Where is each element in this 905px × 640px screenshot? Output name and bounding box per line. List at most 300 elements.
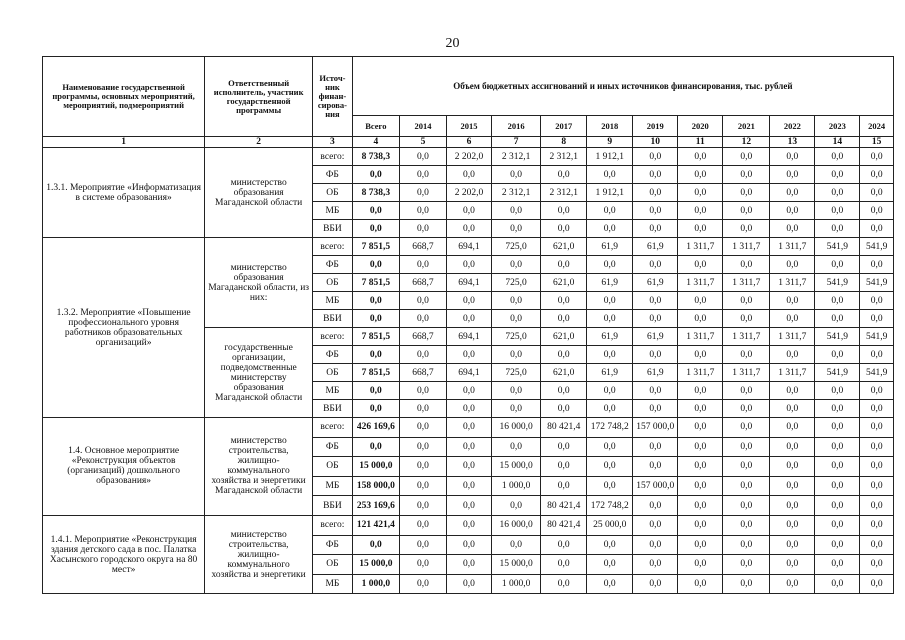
amount-year-2018: 61,9 bbox=[587, 364, 633, 382]
amount-year-2015: 0,0 bbox=[446, 346, 491, 364]
amount-year-2024: 0,0 bbox=[860, 184, 894, 202]
amount-year-2023: 541,9 bbox=[815, 274, 860, 292]
amount-year-2019: 0,0 bbox=[633, 256, 678, 274]
amount-year-2018: 0,0 bbox=[587, 166, 633, 184]
amount-year-2017: 0,0 bbox=[541, 382, 587, 400]
amount-year-2017: 0,0 bbox=[541, 476, 587, 496]
amount-year-2019: 61,9 bbox=[633, 328, 678, 346]
amount-year-2017: 0,0 bbox=[541, 346, 587, 364]
column-index: 6 bbox=[446, 137, 491, 148]
amount-year-2021: 1 311,7 bbox=[723, 328, 770, 346]
funding-source: ОБ bbox=[313, 457, 353, 477]
amount-year-2015: 2 202,0 bbox=[446, 184, 491, 202]
amount-year-2022: 0,0 bbox=[770, 515, 815, 535]
amount-year-2014: 0,0 bbox=[399, 555, 446, 575]
funding-source: ОБ bbox=[313, 184, 353, 202]
amount-year-2021: 0,0 bbox=[723, 310, 770, 328]
amount-year-2017: 0,0 bbox=[541, 220, 587, 238]
amount-year-2015: 0,0 bbox=[446, 496, 491, 516]
amount-year-2019: 61,9 bbox=[633, 274, 678, 292]
header-year-2021: 2021 bbox=[723, 116, 770, 137]
amount-year-2019: 157 000,0 bbox=[633, 476, 678, 496]
amount-year-2022: 0,0 bbox=[770, 476, 815, 496]
amount-year-2024: 0,0 bbox=[860, 535, 894, 555]
amount-year-2023: 0,0 bbox=[815, 310, 860, 328]
amount-year-2016: 0,0 bbox=[491, 220, 540, 238]
amount-total: 0,0 bbox=[352, 220, 399, 238]
funding-source: всего: bbox=[313, 148, 353, 166]
amount-year-2018: 61,9 bbox=[587, 328, 633, 346]
amount-year-2018: 0,0 bbox=[587, 220, 633, 238]
amount-year-2022: 0,0 bbox=[770, 382, 815, 400]
amount-year-2016: 0,0 bbox=[491, 400, 540, 418]
amount-total: 1 000,0 bbox=[352, 574, 399, 594]
amount-year-2020: 0,0 bbox=[678, 220, 723, 238]
measure-name: 1.4.1. Мероприятие «Реконструкция здания детского сада в пос. Палатка Хасынского городского округа на 80 мест» bbox=[43, 515, 205, 593]
amount-year-2017: 0,0 bbox=[541, 574, 587, 594]
amount-year-2014: 0,0 bbox=[399, 166, 446, 184]
amount-year-2020: 0,0 bbox=[678, 184, 723, 202]
amount-year-2020: 0,0 bbox=[678, 437, 723, 457]
amount-year-2018: 61,9 bbox=[587, 238, 633, 256]
column-index: 3 bbox=[313, 137, 353, 148]
amount-year-2014: 0,0 bbox=[399, 220, 446, 238]
responsible-executor: министерство образования Магаданской области bbox=[205, 148, 313, 238]
amount-year-2024: 541,9 bbox=[860, 238, 894, 256]
amount-year-2015: 0,0 bbox=[446, 437, 491, 457]
amount-year-2017: 2 312,1 bbox=[541, 148, 587, 166]
amount-total: 7 851,5 bbox=[352, 274, 399, 292]
page-number: 20 bbox=[445, 36, 460, 51]
amount-year-2024: 0,0 bbox=[860, 418, 894, 438]
amount-year-2021: 0,0 bbox=[723, 346, 770, 364]
amount-year-2018: 172 748,2 bbox=[587, 496, 633, 516]
amount-year-2016: 15 000,0 bbox=[491, 555, 540, 575]
amount-year-2021: 0,0 bbox=[723, 496, 770, 516]
amount-total: 8 738,3 bbox=[352, 148, 399, 166]
amount-year-2024: 0,0 bbox=[860, 574, 894, 594]
funding-source: ФБ bbox=[313, 437, 353, 457]
amount-year-2022: 1 311,7 bbox=[770, 274, 815, 292]
amount-total: 0,0 bbox=[352, 310, 399, 328]
amount-year-2017: 0,0 bbox=[541, 310, 587, 328]
amount-year-2016: 16 000,0 bbox=[491, 515, 540, 535]
amount-year-2018: 0,0 bbox=[587, 457, 633, 477]
amount-year-2015: 0,0 bbox=[446, 220, 491, 238]
amount-year-2020: 0,0 bbox=[678, 457, 723, 477]
amount-year-2014: 0,0 bbox=[399, 400, 446, 418]
amount-year-2018: 1 912,1 bbox=[587, 184, 633, 202]
amount-year-2018: 0,0 bbox=[587, 310, 633, 328]
amount-year-2014: 668,7 bbox=[399, 328, 446, 346]
amount-year-2023: 541,9 bbox=[815, 328, 860, 346]
amount-year-2018: 0,0 bbox=[587, 555, 633, 575]
amount-year-2021: 0,0 bbox=[723, 555, 770, 575]
funding-source: ОБ bbox=[313, 364, 353, 382]
amount-year-2022: 0,0 bbox=[770, 202, 815, 220]
funding-source: МБ bbox=[313, 202, 353, 220]
amount-year-2022: 0,0 bbox=[770, 184, 815, 202]
amount-year-2020: 0,0 bbox=[678, 256, 723, 274]
amount-year-2015: 694,1 bbox=[446, 364, 491, 382]
funding-source: ОБ bbox=[313, 274, 353, 292]
funding-source: МБ bbox=[313, 292, 353, 310]
amount-total: 0,0 bbox=[352, 437, 399, 457]
amount-year-2023: 0,0 bbox=[815, 496, 860, 516]
amount-year-2021: 0,0 bbox=[723, 184, 770, 202]
amount-year-2020: 0,0 bbox=[678, 346, 723, 364]
amount-year-2021: 0,0 bbox=[723, 535, 770, 555]
amount-year-2022: 0,0 bbox=[770, 574, 815, 594]
amount-total: 0,0 bbox=[352, 382, 399, 400]
amount-year-2015: 0,0 bbox=[446, 202, 491, 220]
amount-year-2016: 1 000,0 bbox=[491, 574, 540, 594]
header-source-col: Источ-ник финан-сирова-ния bbox=[313, 57, 353, 137]
table-row bbox=[43, 515, 894, 535]
amount-year-2024: 0,0 bbox=[860, 437, 894, 457]
funding-source: ВБИ bbox=[313, 220, 353, 238]
amount-year-2023: 0,0 bbox=[815, 184, 860, 202]
amount-year-2016: 0,0 bbox=[491, 346, 540, 364]
amount-year-2014: 0,0 bbox=[399, 515, 446, 535]
column-index: 11 bbox=[678, 137, 723, 148]
measure-name: 1.3.1. Мероприятие «Информатизация в системе образования» bbox=[43, 148, 205, 238]
column-index: 4 bbox=[352, 137, 399, 148]
amount-year-2017: 0,0 bbox=[541, 202, 587, 220]
amount-year-2023: 0,0 bbox=[815, 555, 860, 575]
amount-year-2022: 0,0 bbox=[770, 166, 815, 184]
column-index: 15 bbox=[860, 137, 894, 148]
amount-year-2023: 0,0 bbox=[815, 418, 860, 438]
amount-year-2023: 0,0 bbox=[815, 476, 860, 496]
amount-year-2021: 0,0 bbox=[723, 418, 770, 438]
header-year-2017: 2017 bbox=[541, 116, 587, 137]
amount-year-2019: 61,9 bbox=[633, 364, 678, 382]
amount-year-2015: 694,1 bbox=[446, 238, 491, 256]
amount-year-2021: 0,0 bbox=[723, 202, 770, 220]
amount-year-2015: 0,0 bbox=[446, 515, 491, 535]
amount-year-2014: 0,0 bbox=[399, 346, 446, 364]
funding-source: МБ bbox=[313, 382, 353, 400]
amount-year-2023: 0,0 bbox=[815, 166, 860, 184]
table-row bbox=[43, 418, 894, 438]
funding-source: ВБИ bbox=[313, 310, 353, 328]
amount-year-2023: 0,0 bbox=[815, 574, 860, 594]
column-index: 13 bbox=[770, 137, 815, 148]
funding-source: ВБИ bbox=[313, 496, 353, 516]
amount-year-2020: 0,0 bbox=[678, 555, 723, 575]
amount-year-2022: 0,0 bbox=[770, 535, 815, 555]
amount-year-2017: 80 421,4 bbox=[541, 515, 587, 535]
amount-year-2024: 0,0 bbox=[860, 400, 894, 418]
header-year-2019: 2019 bbox=[633, 116, 678, 137]
amount-year-2017: 0,0 bbox=[541, 437, 587, 457]
amount-year-2023: 0,0 bbox=[815, 148, 860, 166]
column-index: 5 bbox=[399, 137, 446, 148]
header-year-2024: 2024 bbox=[860, 116, 894, 137]
amount-total: 0,0 bbox=[352, 346, 399, 364]
amount-total: 0,0 bbox=[352, 256, 399, 274]
amount-year-2024: 541,9 bbox=[860, 328, 894, 346]
amount-total: 15 000,0 bbox=[352, 555, 399, 575]
amount-year-2017: 0,0 bbox=[541, 166, 587, 184]
budget-table bbox=[42, 56, 894, 594]
amount-year-2014: 0,0 bbox=[399, 382, 446, 400]
amount-year-2023: 0,0 bbox=[815, 256, 860, 274]
amount-year-2019: 0,0 bbox=[633, 346, 678, 364]
amount-year-2023: 0,0 bbox=[815, 382, 860, 400]
amount-year-2017: 621,0 bbox=[541, 364, 587, 382]
amount-year-2023: 0,0 bbox=[815, 457, 860, 477]
amount-year-2016: 0,0 bbox=[491, 535, 540, 555]
amount-year-2014: 668,7 bbox=[399, 364, 446, 382]
funding-source: ФБ bbox=[313, 535, 353, 555]
column-index: 1 bbox=[43, 137, 205, 148]
amount-year-2018: 0,0 bbox=[587, 292, 633, 310]
amount-year-2024: 541,9 bbox=[860, 364, 894, 382]
amount-year-2020: 1 311,7 bbox=[678, 238, 723, 256]
responsible-executor: государственные организации, подведомственные министерству образования Магаданской области bbox=[205, 328, 313, 418]
amount-year-2024: 0,0 bbox=[860, 457, 894, 477]
amount-year-2017: 80 421,4 bbox=[541, 418, 587, 438]
amount-total: 0,0 bbox=[352, 400, 399, 418]
amount-year-2024: 0,0 bbox=[860, 310, 894, 328]
amount-year-2024: 541,9 bbox=[860, 274, 894, 292]
amount-year-2018: 1 912,1 bbox=[587, 148, 633, 166]
amount-year-2021: 0,0 bbox=[723, 574, 770, 594]
amount-year-2022: 0,0 bbox=[770, 496, 815, 516]
amount-year-2014: 0,0 bbox=[399, 256, 446, 274]
amount-year-2020: 0,0 bbox=[678, 476, 723, 496]
amount-year-2017: 0,0 bbox=[541, 457, 587, 477]
amount-year-2015: 0,0 bbox=[446, 418, 491, 438]
amount-year-2014: 0,0 bbox=[399, 476, 446, 496]
amount-year-2019: 0,0 bbox=[633, 292, 678, 310]
header-year-2023: 2023 bbox=[815, 116, 860, 137]
amount-year-2022: 0,0 bbox=[770, 292, 815, 310]
column-index: 14 bbox=[815, 137, 860, 148]
amount-year-2021: 0,0 bbox=[723, 166, 770, 184]
amount-year-2022: 0,0 bbox=[770, 220, 815, 238]
amount-year-2018: 0,0 bbox=[587, 437, 633, 457]
amount-year-2019: 0,0 bbox=[633, 166, 678, 184]
responsible-executor: министерство строительства, жилищно-коммунального хозяйства и энергетики bbox=[205, 515, 313, 593]
amount-year-2019: 0,0 bbox=[633, 555, 678, 575]
header-year-2016: 2016 bbox=[491, 116, 540, 137]
amount-year-2018: 0,0 bbox=[587, 346, 633, 364]
amount-year-2020: 0,0 bbox=[678, 166, 723, 184]
amount-year-2023: 0,0 bbox=[815, 202, 860, 220]
amount-year-2015: 2 202,0 bbox=[446, 148, 491, 166]
amount-total: 7 851,5 bbox=[352, 364, 399, 382]
amount-year-2019: 0,0 bbox=[633, 382, 678, 400]
funding-source: всего: bbox=[313, 418, 353, 438]
amount-year-2016: 725,0 bbox=[491, 274, 540, 292]
amount-year-2016: 0,0 bbox=[491, 166, 540, 184]
amount-year-2020: 0,0 bbox=[678, 496, 723, 516]
amount-year-2019: 0,0 bbox=[633, 457, 678, 477]
amount-total: 8 738,3 bbox=[352, 184, 399, 202]
funding-source: ФБ bbox=[313, 166, 353, 184]
header-name-col: Наименование государственной программы, основных мероприятий, мероприятий, подмероприятий bbox=[43, 57, 205, 137]
amount-year-2020: 0,0 bbox=[678, 418, 723, 438]
amount-year-2018: 25 000,0 bbox=[587, 515, 633, 535]
amount-year-2014: 0,0 bbox=[399, 292, 446, 310]
funding-source: всего: bbox=[313, 328, 353, 346]
amount-year-2017: 0,0 bbox=[541, 555, 587, 575]
amount-year-2020: 1 311,7 bbox=[678, 328, 723, 346]
amount-year-2015: 0,0 bbox=[446, 457, 491, 477]
amount-year-2020: 0,0 bbox=[678, 574, 723, 594]
amount-year-2021: 0,0 bbox=[723, 437, 770, 457]
amount-year-2020: 1 311,7 bbox=[678, 274, 723, 292]
amount-year-2014: 668,7 bbox=[399, 274, 446, 292]
amount-year-2019: 0,0 bbox=[633, 515, 678, 535]
amount-year-2022: 0,0 bbox=[770, 418, 815, 438]
funding-source: ОБ bbox=[313, 555, 353, 575]
amount-total: 0,0 bbox=[352, 166, 399, 184]
amount-total: 158 000,0 bbox=[352, 476, 399, 496]
amount-year-2016: 0,0 bbox=[491, 256, 540, 274]
amount-year-2018: 0,0 bbox=[587, 535, 633, 555]
amount-year-2021: 0,0 bbox=[723, 457, 770, 477]
amount-year-2024: 0,0 bbox=[860, 148, 894, 166]
amount-year-2016: 16 000,0 bbox=[491, 418, 540, 438]
amount-total: 15 000,0 bbox=[352, 457, 399, 477]
amount-year-2020: 0,0 bbox=[678, 202, 723, 220]
header-responsible-col: Ответственный исполнитель, участник государственной программы bbox=[205, 57, 313, 137]
amount-year-2015: 0,0 bbox=[446, 292, 491, 310]
amount-year-2020: 0,0 bbox=[678, 535, 723, 555]
amount-year-2014: 0,0 bbox=[399, 535, 446, 555]
amount-year-2019: 0,0 bbox=[633, 535, 678, 555]
amount-year-2014: 0,0 bbox=[399, 202, 446, 220]
amount-year-2018: 0,0 bbox=[587, 574, 633, 594]
measure-name: 1.3.2. Мероприятие «Повышение профессионального уровня работников образовательных организаций» bbox=[43, 238, 205, 418]
amount-year-2020: 1 311,7 bbox=[678, 364, 723, 382]
amount-year-2023: 0,0 bbox=[815, 437, 860, 457]
amount-year-2022: 0,0 bbox=[770, 310, 815, 328]
amount-year-2017: 0,0 bbox=[541, 535, 587, 555]
amount-year-2024: 0,0 bbox=[860, 220, 894, 238]
amount-year-2017: 621,0 bbox=[541, 238, 587, 256]
amount-year-2024: 0,0 bbox=[860, 496, 894, 516]
amount-year-2018: 61,9 bbox=[587, 274, 633, 292]
amount-year-2024: 0,0 bbox=[860, 476, 894, 496]
header-year-total: Всего bbox=[352, 116, 399, 137]
header-year-2020: 2020 bbox=[678, 116, 723, 137]
amount-year-2016: 15 000,0 bbox=[491, 457, 540, 477]
amount-year-2019: 0,0 bbox=[633, 310, 678, 328]
amount-year-2022: 0,0 bbox=[770, 437, 815, 457]
amount-year-2024: 0,0 bbox=[860, 202, 894, 220]
amount-year-2021: 0,0 bbox=[723, 220, 770, 238]
amount-year-2016: 0,0 bbox=[491, 437, 540, 457]
amount-year-2021: 1 311,7 bbox=[723, 364, 770, 382]
amount-year-2017: 0,0 bbox=[541, 400, 587, 418]
amount-year-2024: 0,0 bbox=[860, 555, 894, 575]
amount-year-2022: 0,0 bbox=[770, 457, 815, 477]
amount-year-2018: 172 748,2 bbox=[587, 418, 633, 438]
amount-year-2022: 1 311,7 bbox=[770, 364, 815, 382]
amount-total: 0,0 bbox=[352, 202, 399, 220]
amount-year-2016: 2 312,1 bbox=[491, 184, 540, 202]
amount-year-2022: 0,0 bbox=[770, 400, 815, 418]
funding-source: ФБ bbox=[313, 346, 353, 364]
amount-year-2021: 1 311,7 bbox=[723, 238, 770, 256]
amount-year-2022: 0,0 bbox=[770, 555, 815, 575]
amount-year-2019: 61,9 bbox=[633, 238, 678, 256]
amount-year-2017: 621,0 bbox=[541, 328, 587, 346]
amount-year-2016: 0,0 bbox=[491, 202, 540, 220]
amount-total: 0,0 bbox=[352, 535, 399, 555]
amount-year-2019: 157 000,0 bbox=[633, 418, 678, 438]
amount-year-2016: 0,0 bbox=[491, 310, 540, 328]
amount-year-2023: 541,9 bbox=[815, 364, 860, 382]
amount-year-2017: 621,0 bbox=[541, 274, 587, 292]
amount-year-2016: 725,0 bbox=[491, 364, 540, 382]
amount-year-2015: 0,0 bbox=[446, 535, 491, 555]
funding-source: МБ bbox=[313, 476, 353, 496]
funding-source: ВБИ bbox=[313, 400, 353, 418]
funding-source: МБ bbox=[313, 574, 353, 594]
amount-year-2022: 1 311,7 bbox=[770, 238, 815, 256]
amount-year-2014: 0,0 bbox=[399, 437, 446, 457]
amount-total: 121 421,4 bbox=[352, 515, 399, 535]
amount-year-2023: 0,0 bbox=[815, 535, 860, 555]
amount-year-2015: 0,0 bbox=[446, 574, 491, 594]
amount-year-2022: 0,0 bbox=[770, 148, 815, 166]
amount-year-2014: 0,0 bbox=[399, 496, 446, 516]
amount-year-2015: 694,1 bbox=[446, 274, 491, 292]
table-body bbox=[43, 148, 894, 594]
amount-year-2023: 0,0 bbox=[815, 515, 860, 535]
amount-year-2019: 0,0 bbox=[633, 496, 678, 516]
amount-total: 7 851,5 bbox=[352, 238, 399, 256]
amount-year-2021: 0,0 bbox=[723, 400, 770, 418]
header-funding-title: Объем бюджетных ассигнований и иных источников финансирования, тыс. рублей bbox=[352, 57, 893, 116]
amount-year-2017: 0,0 bbox=[541, 292, 587, 310]
amount-year-2015: 0,0 bbox=[446, 310, 491, 328]
amount-year-2015: 0,0 bbox=[446, 382, 491, 400]
amount-year-2016: 0,0 bbox=[491, 292, 540, 310]
amount-year-2020: 0,0 bbox=[678, 400, 723, 418]
amount-year-2016: 725,0 bbox=[491, 238, 540, 256]
amount-year-2018: 0,0 bbox=[587, 256, 633, 274]
amount-year-2023: 0,0 bbox=[815, 346, 860, 364]
header-index-row bbox=[43, 137, 894, 148]
amount-year-2019: 0,0 bbox=[633, 202, 678, 220]
amount-year-2024: 0,0 bbox=[860, 346, 894, 364]
amount-year-2021: 0,0 bbox=[723, 382, 770, 400]
amount-year-2022: 1 311,7 bbox=[770, 328, 815, 346]
column-index: 10 bbox=[633, 137, 678, 148]
amount-year-2015: 0,0 bbox=[446, 400, 491, 418]
amount-year-2015: 0,0 bbox=[446, 476, 491, 496]
funding-source: всего: bbox=[313, 515, 353, 535]
amount-year-2022: 0,0 bbox=[770, 256, 815, 274]
header-year-2018: 2018 bbox=[587, 116, 633, 137]
funding-source: всего: bbox=[313, 238, 353, 256]
amount-year-2021: 0,0 bbox=[723, 148, 770, 166]
amount-year-2014: 0,0 bbox=[399, 574, 446, 594]
amount-year-2017: 80 421,4 bbox=[541, 496, 587, 516]
amount-year-2014: 0,0 bbox=[399, 418, 446, 438]
column-index: 2 bbox=[205, 137, 313, 148]
amount-year-2016: 0,0 bbox=[491, 382, 540, 400]
amount-total: 7 851,5 bbox=[352, 328, 399, 346]
amount-year-2024: 0,0 bbox=[860, 256, 894, 274]
